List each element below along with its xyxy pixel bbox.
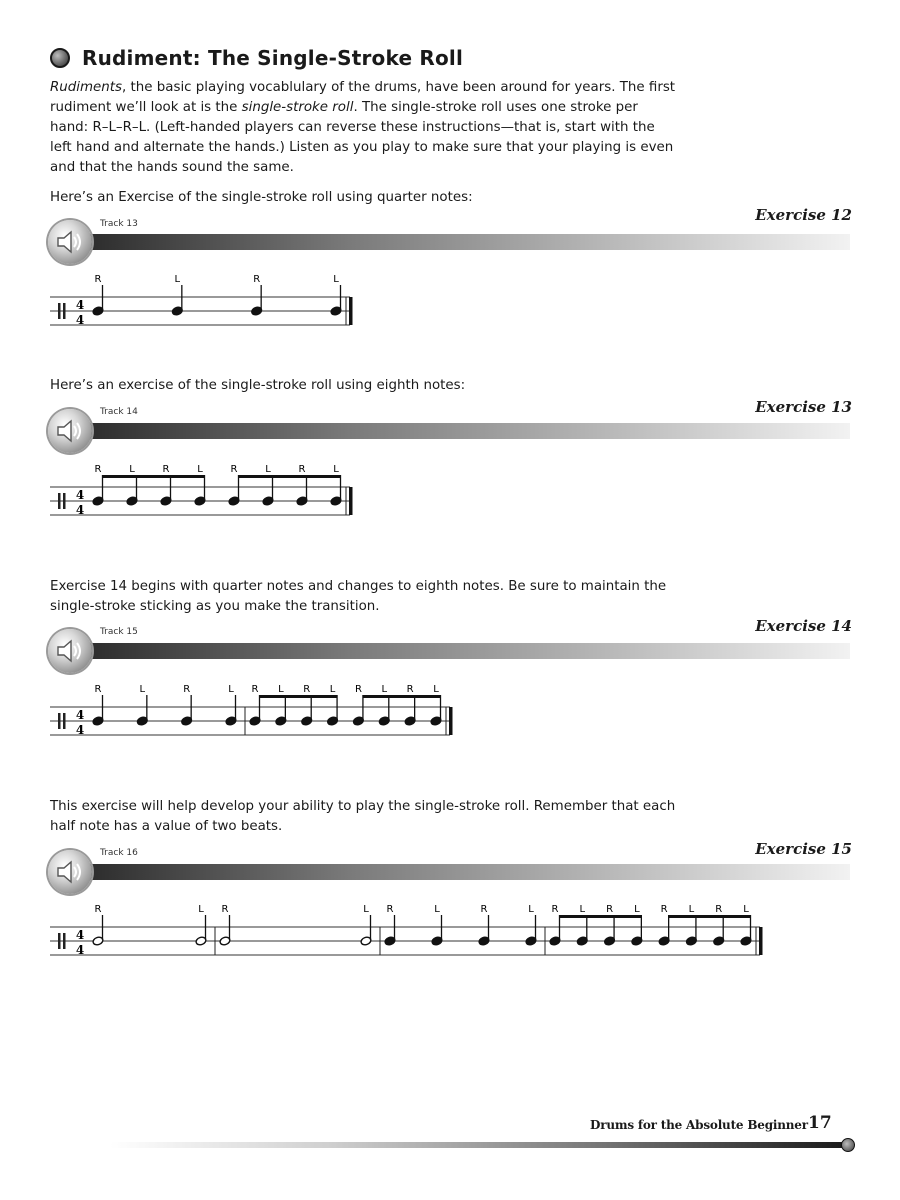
exercise-14-label: Exercise 14 xyxy=(755,617,852,635)
sticking-label: R xyxy=(660,904,668,915)
sticking-label: L xyxy=(329,684,336,695)
sticking-label: R xyxy=(386,904,394,915)
sticking-label: L xyxy=(333,464,339,475)
sticking-label: R xyxy=(221,904,229,915)
percussion-clef-bar xyxy=(58,713,61,729)
eighth-note-beam xyxy=(260,695,338,698)
final-bar-thick xyxy=(759,927,763,955)
sticking-label: R xyxy=(94,684,102,695)
sticking-label: R xyxy=(94,904,102,915)
percussion-clef-bar xyxy=(58,493,61,509)
sticking-label: L xyxy=(129,464,135,475)
exercise-15-track-bar xyxy=(80,864,850,880)
final-bar-thick xyxy=(449,707,453,735)
eighth-note-beam xyxy=(363,695,441,698)
eighth-note-beam xyxy=(239,475,341,478)
time-signature-top: 4 xyxy=(75,488,85,502)
exercise-13-label: Exercise 13 xyxy=(755,398,852,416)
percussion-clef-bar xyxy=(63,303,66,319)
sticking-label: R xyxy=(551,904,559,915)
time-signature-top: 4 xyxy=(75,708,85,722)
heading-bullet-icon xyxy=(50,48,70,68)
sticking-label: R xyxy=(251,684,259,695)
sticking-label: R xyxy=(298,464,306,475)
sticking-label: R xyxy=(354,684,362,695)
sticking-label: L xyxy=(634,904,640,915)
exercise-13-audio-speaker-icon[interactable] xyxy=(48,409,92,453)
percussion-clef-bar xyxy=(63,713,66,729)
sticking-label: L xyxy=(579,904,586,915)
footer-page-number: 17 xyxy=(808,1113,832,1133)
sticking-label: L xyxy=(434,904,440,915)
sticking-label: L xyxy=(278,684,284,695)
time-signature-bottom: 4 xyxy=(75,503,85,517)
sticking-label: L xyxy=(433,684,439,695)
percussion-clef-bar xyxy=(58,303,61,319)
footer-dot-icon xyxy=(841,1138,855,1152)
exercise-15-label: Exercise 15 xyxy=(755,840,852,858)
time-signature-bottom: 4 xyxy=(75,943,85,957)
intro-paragraph xyxy=(50,78,680,178)
exercise-12-audio-speaker-icon[interactable] xyxy=(48,220,92,264)
final-bar-thick xyxy=(349,487,353,515)
eighth-note-beam xyxy=(560,915,642,918)
percussion-clef-bar xyxy=(58,933,61,949)
exercise-12-track-bar xyxy=(80,234,850,250)
exercise-15-audio-speaker-icon[interactable] xyxy=(48,850,92,894)
time-signature-top: 4 xyxy=(75,928,85,942)
percussion-clef-bar xyxy=(63,933,66,949)
intro-term-single-stroke: single-stroke roll xyxy=(241,100,354,115)
intro-text-part1: , the basic playing vocablulary of the drums, have been around for years. The first rudiment we’ll look at is the xyxy=(50,80,676,115)
exercise-12-label: Exercise 12 xyxy=(755,206,852,224)
time-signature-top: 4 xyxy=(75,298,85,312)
sticking-label: L xyxy=(197,464,203,475)
exercise-13-track-label: Track 14 xyxy=(100,407,138,417)
intro-lead-term: Rudiments xyxy=(50,80,123,95)
eighth-note-beam xyxy=(103,475,205,478)
footer-rule xyxy=(110,1142,845,1148)
footer-book-title: Drums for the Absolute Beginner xyxy=(590,1118,808,1132)
exercise-13-staff xyxy=(0,458,900,528)
sticking-label: R xyxy=(230,464,238,475)
sticking-label: R xyxy=(715,904,723,915)
time-signature-bottom: 4 xyxy=(75,723,85,737)
exercise-14-track-bar xyxy=(80,643,850,659)
exercise-14-track-label: Track 15 xyxy=(100,627,138,637)
sticking-label: L xyxy=(228,684,234,695)
exercise-12-staff xyxy=(0,268,900,338)
sticking-label: L xyxy=(363,904,369,915)
exercise-13-intro: Here’s an exercise of the single-stroke roll using eighth notes: xyxy=(50,378,466,393)
exercise-15-track-label: Track 16 xyxy=(100,848,138,858)
final-bar-thick xyxy=(349,297,353,325)
sticking-label: L xyxy=(333,274,339,285)
exercise-12-track-label: Track 13 xyxy=(100,219,138,229)
exercise-12-intro: Here’s an Exercise of the single-stroke roll using quarter notes: xyxy=(50,190,473,205)
exercise-15-intro: This exercise will help develop your ability to play the single-stroke roll. Remember that each half note has a value of two beats. xyxy=(50,799,676,834)
exercise-14-audio-speaker-icon[interactable] xyxy=(48,629,92,673)
exercise-13-track-bar xyxy=(80,423,850,439)
sticking-label: L xyxy=(381,684,388,695)
sticking-label: L xyxy=(265,464,271,475)
sticking-label: L xyxy=(528,904,534,915)
intro-text-part2: . The single-stroke roll uses one stroke per hand: R–L–R–L. (Left-handed players can reverse these instructions—that is, start with the left hand and alternate the hands.) Listen as you play to make sure that your playing is even and that the hands sound the same. xyxy=(50,100,674,175)
time-signature-bottom: 4 xyxy=(75,313,85,327)
sticking-label: R xyxy=(406,684,414,695)
sticking-label: R xyxy=(94,274,102,285)
sticking-label: L xyxy=(139,684,146,695)
percussion-clef-bar xyxy=(63,493,66,509)
sticking-label: R xyxy=(253,274,261,285)
sticking-label: R xyxy=(480,904,488,915)
sticking-label: L xyxy=(743,904,749,915)
section-heading xyxy=(50,46,463,70)
sticking-label: L xyxy=(174,274,181,285)
exercise-15-staff xyxy=(0,898,900,968)
page-title: Rudiment: The Single-Stroke Roll xyxy=(82,46,464,70)
exercise-14-staff xyxy=(0,678,900,748)
sticking-label: R xyxy=(162,464,170,475)
exercise-14-intro: Exercise 14 begins with quarter notes and changes to eighth notes. Be sure to maintain the single-stroke sticking as you make the transition. xyxy=(50,579,667,614)
sticking-label: R xyxy=(303,684,311,695)
sticking-label: R xyxy=(94,464,102,475)
eighth-note-beam xyxy=(669,915,751,918)
sticking-label: L xyxy=(688,904,695,915)
sticking-label: R xyxy=(183,684,191,695)
sticking-label: L xyxy=(198,904,204,915)
sticking-label: R xyxy=(606,904,614,915)
